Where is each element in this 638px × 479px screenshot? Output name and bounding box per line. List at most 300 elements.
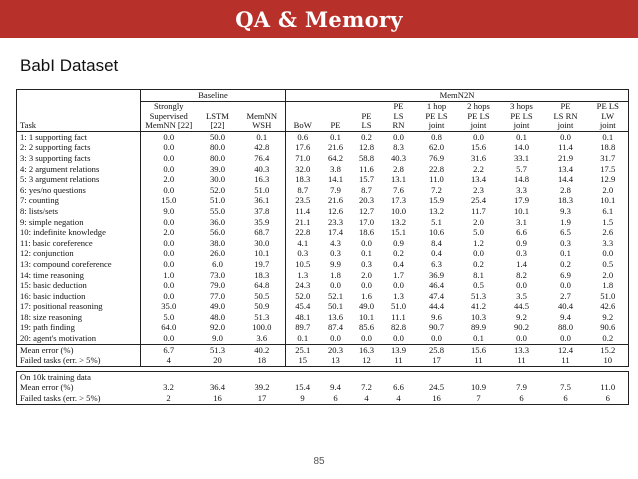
table-cell: 0.0	[163, 184, 175, 195]
table-cell: 7.5	[560, 382, 571, 393]
table-cell: 0.0	[163, 163, 175, 174]
table-cell: 3.2	[163, 382, 174, 393]
table-row	[17, 333, 629, 344]
table-cell: 51.3	[239, 312, 286, 323]
table-cell: 7.2	[361, 382, 372, 393]
row-label: 9: simple negation	[17, 217, 141, 228]
table-cell: 31.6	[470, 152, 487, 163]
table-cell: 21.1	[295, 216, 311, 227]
row-label: 1: 1 supporting fact	[17, 131, 141, 142]
table-cell: 5.0	[473, 227, 484, 238]
table-cell: 0.0	[163, 333, 175, 344]
table-cell: 51.0	[209, 195, 226, 206]
table-cell: 44.4	[428, 301, 445, 312]
table-row	[17, 393, 629, 404]
table-cell: 21.6	[327, 195, 344, 206]
table-cell: 0.0	[393, 280, 404, 291]
table-cell: 8.7	[361, 184, 372, 195]
row-label: 14: time reasoning	[17, 270, 141, 281]
table-cell: 0.2	[361, 131, 372, 142]
column-header-line: PE LS	[467, 110, 490, 121]
table-cell: 1.8	[588, 280, 629, 291]
table-cell: 92.0	[209, 322, 226, 333]
table-row	[17, 131, 629, 142]
table-cell: 46.4	[428, 280, 445, 291]
table-row	[17, 291, 629, 302]
table-cell: 1.3	[297, 269, 309, 280]
table-cell: 24.5	[428, 382, 445, 393]
tenk-section	[17, 371, 629, 404]
table-cell: 9.6	[431, 311, 442, 322]
table-cell: 6.3	[431, 258, 442, 269]
table-cell: 44.5	[513, 301, 530, 312]
table-cell: 13.2	[428, 205, 445, 216]
table-row	[17, 153, 629, 164]
table-cell: 18.6	[358, 227, 375, 238]
table-cell: 7.2	[431, 184, 442, 195]
table-cell: 18.3	[557, 195, 574, 206]
table-cell: 15.9	[428, 195, 445, 206]
table-cell: 0.4	[393, 258, 404, 269]
table-cell: 17.3	[390, 195, 407, 206]
table-cell: 0.0	[163, 290, 175, 301]
table-cell: 0.3	[297, 248, 309, 259]
table-cell: 90.7	[428, 322, 445, 333]
table-cell: 0.0	[163, 258, 175, 269]
table-cell: 0.0	[163, 237, 175, 248]
table-cell: 0.9	[393, 237, 404, 248]
table-cell: 50.5	[239, 291, 286, 302]
table-cell: 56.0	[209, 227, 226, 238]
table-cell: 12.4	[544, 344, 588, 355]
table-cell: 6	[500, 393, 544, 404]
table-cell: 11.0	[588, 382, 629, 393]
column-header-line: Task	[20, 120, 37, 131]
table-cell: 4.3	[330, 237, 341, 248]
table-cell: 12.6	[327, 205, 344, 216]
table-cell: 20	[197, 355, 239, 366]
table-cell: 39.0	[209, 163, 226, 174]
table-cell: 38.0	[209, 237, 226, 248]
table-cell: 0.1	[297, 333, 309, 344]
table-cell: 3.3	[588, 238, 629, 249]
table-cell: 10.9	[470, 382, 487, 393]
table-cell: 0.0	[163, 216, 175, 227]
table-cell: 8.3	[393, 142, 404, 153]
column-header-line: LS	[361, 120, 372, 131]
table-cell: 22.8	[428, 163, 445, 174]
table-cell: 76.9	[428, 152, 445, 163]
table-row	[17, 206, 629, 217]
column-header	[197, 102, 239, 132]
table-cell: 2	[141, 393, 197, 404]
table-cell: 0.0	[393, 131, 404, 142]
table-row	[17, 195, 629, 206]
summary-rows	[17, 344, 629, 366]
column-header-line: joint	[470, 120, 487, 131]
column-header	[286, 102, 320, 132]
group-header-row	[17, 90, 629, 102]
row-label: 8: lists/sets	[17, 206, 141, 217]
table-cell: 11	[382, 355, 416, 366]
column-header	[17, 102, 141, 132]
column-header-line: 1 hop	[426, 101, 447, 111]
table-row	[17, 164, 629, 175]
table-cell: 87.4	[327, 322, 344, 333]
table-cell: 3.1	[516, 216, 527, 227]
table-cell: 35.0	[161, 301, 177, 312]
table-cell: 1.8	[330, 269, 341, 280]
table-cell: 13.9	[382, 344, 416, 355]
table-row	[17, 259, 629, 270]
table-cell: 1.6	[361, 290, 372, 301]
table-cell: 0.0	[431, 333, 442, 344]
table-cell: 0.0	[560, 280, 571, 291]
tenk-header: On 10k training data	[17, 371, 629, 382]
table-cell: 30.0	[209, 174, 226, 185]
baseline-group-header: Baseline	[141, 90, 286, 102]
table-cell: 6	[544, 393, 588, 404]
table-cell: 15	[286, 355, 320, 366]
table-cell: 32.0	[295, 163, 311, 174]
table-cell: 51.0	[390, 301, 407, 312]
table-cell: 0.6	[297, 131, 309, 142]
table-cell: 0.9	[516, 237, 527, 248]
table-cell: 18.3	[295, 174, 311, 185]
column-header-line: PE LS	[596, 101, 619, 111]
table-cell: 16	[197, 393, 239, 404]
row-label: 2: 2 supporting facts	[17, 142, 141, 153]
column-header-line: LW	[601, 110, 615, 121]
table-cell: 0.0	[516, 280, 527, 291]
table-cell: 76.4	[239, 153, 286, 164]
table-cell: 3.6	[239, 333, 286, 344]
table-cell: 16.3	[352, 344, 382, 355]
column-header-line: PE	[361, 110, 372, 121]
table-cell: 64.0	[161, 322, 177, 333]
row-label: 11: basic coreference	[17, 238, 141, 249]
page-number: 85	[313, 456, 325, 467]
row-label: Mean error (%)	[17, 382, 141, 393]
table-cell: 0.0	[163, 280, 175, 291]
table-cell: 1.9	[560, 216, 571, 227]
column-header-line: MemNN [22]	[145, 120, 193, 131]
table-cell: 14.1	[327, 174, 344, 185]
table-cell: 0.0	[163, 131, 175, 142]
table-cell: 2.6	[588, 227, 629, 238]
table-cell: 17.5	[588, 164, 629, 175]
table-row	[17, 301, 629, 312]
table-cell: 41.2	[470, 301, 487, 312]
table-cell: 1.4	[516, 258, 527, 269]
table-cell: 7	[458, 393, 500, 404]
table-cell: 19.7	[239, 259, 286, 270]
table-cell: 80.0	[209, 142, 226, 153]
table-cell: 51.0	[588, 291, 629, 302]
table-cell: 0.2	[560, 258, 571, 269]
table-row	[17, 238, 629, 249]
table-cell: 51.0	[239, 185, 286, 196]
table-row	[17, 355, 629, 366]
table-cell: 11.1	[391, 311, 406, 322]
table-cell: 15.0	[161, 195, 177, 206]
column-header-line: Strongly	[153, 101, 184, 111]
table-cell: 18	[239, 355, 286, 366]
table-cell: 0.5	[473, 280, 484, 291]
table-cell: 13.3	[500, 344, 544, 355]
table-cell: 7.9	[516, 382, 527, 393]
table-cell: 10.1	[588, 195, 629, 206]
table-cell: 9.4	[330, 382, 341, 393]
table-cell: 100.0	[239, 322, 286, 333]
table-cell: 11.6	[359, 163, 374, 174]
table-cell: 10.0	[390, 205, 407, 216]
table-cell: 0.0	[361, 237, 372, 248]
table-cell: 0.1	[473, 333, 484, 344]
table-cell: 62.0	[428, 142, 445, 153]
row-label: 18: size reasoning	[17, 312, 141, 323]
column-header	[320, 102, 352, 132]
table-cell: 0.4	[431, 248, 442, 259]
table-cell: 13.1	[390, 174, 407, 185]
table-cell: 0.1	[516, 131, 527, 142]
table-cell: 4	[352, 393, 382, 404]
table-cell: 4	[141, 355, 197, 366]
table-cell: 3.8	[330, 163, 341, 174]
table-cell: 2.0	[361, 269, 372, 280]
table-cell: 10.1	[513, 205, 530, 216]
table-cell: 20.3	[358, 195, 375, 206]
table-row	[17, 217, 629, 228]
table-cell: 13.2	[390, 216, 407, 227]
table-cell: 42.8	[239, 142, 286, 153]
table-cell: 2.0	[163, 174, 175, 185]
table-cell: 14.4	[557, 174, 574, 185]
table-cell: 36.1	[239, 195, 286, 206]
table-cell: 0.2	[393, 248, 404, 259]
column-header	[352, 102, 382, 132]
row-label: 5: 3 argument relations	[17, 174, 141, 185]
table-cell: 25.4	[470, 195, 487, 206]
table-cell: 9.9	[330, 258, 341, 269]
table-cell: 26.0	[209, 248, 226, 259]
table-cell: 51.3	[197, 344, 239, 355]
row-label: 16: basic induction	[17, 291, 141, 302]
table-cell: 24.3	[295, 280, 311, 291]
table-cell: 0.0	[473, 131, 484, 142]
task-rows	[17, 131, 629, 344]
table-cell: 25.8	[416, 344, 458, 355]
table-cell: 0.1	[330, 131, 341, 142]
row-label: 10: indefinite knowledge	[17, 227, 141, 238]
title-banner	[0, 0, 638, 38]
table-cell: 64.8	[239, 280, 286, 291]
table-cell: 11.0	[429, 174, 444, 185]
table-cell: 11.7	[471, 205, 486, 216]
table-cell: 79.0	[209, 280, 226, 291]
table-cell: 6.6	[516, 227, 527, 238]
table-cell: 10.3	[470, 311, 487, 322]
table-cell: 52.1	[327, 290, 344, 301]
table-cell: 82.8	[390, 322, 407, 333]
table-cell: 0.3	[560, 237, 571, 248]
table-cell: 5.0	[163, 311, 175, 322]
table-cell: 2.8	[560, 184, 571, 195]
column-header	[544, 102, 588, 132]
table-row	[17, 322, 629, 333]
table-cell: 6.0	[212, 258, 223, 269]
table-cell: 0.3	[330, 248, 341, 259]
column-header	[458, 102, 500, 132]
column-header-line: joint	[557, 120, 574, 131]
table-cell: 14.0	[513, 142, 530, 153]
table-cell: 20.3	[320, 344, 352, 355]
table-cell: 80.0	[209, 152, 226, 163]
column-header-line: joint	[428, 120, 445, 131]
table-cell: 42.6	[588, 301, 629, 312]
table-cell: 11.4	[295, 205, 311, 216]
column-header-line: [22]	[210, 120, 225, 131]
table-row	[17, 248, 629, 259]
table-row	[17, 142, 629, 153]
table-cell: 12.9	[588, 174, 629, 185]
table-cell: 8.1	[473, 269, 484, 280]
table-cell: 0.0	[163, 142, 175, 153]
table-cell: 50.1	[327, 301, 344, 312]
row-label: 4: 2 argument relations	[17, 164, 141, 175]
table-cell: 17.0	[358, 216, 375, 227]
column-header-line: PE LS	[425, 110, 448, 121]
table-cell: 9	[286, 393, 320, 404]
table-cell: 7.6	[393, 184, 404, 195]
table-cell: 2.3	[473, 184, 484, 195]
table-row	[17, 382, 629, 393]
table-cell: 0.0	[330, 280, 341, 291]
table-cell: 50.0	[209, 131, 226, 142]
table-cell: 0.1	[560, 248, 571, 259]
table-cell: 37.8	[239, 206, 286, 217]
column-header-row	[17, 102, 629, 132]
table-cell: 6	[588, 393, 629, 404]
table-cell: 77.0	[209, 290, 226, 301]
table-cell: 2.8	[393, 163, 404, 174]
table-cell: 11	[544, 355, 588, 366]
table-cell: 1.0	[163, 269, 175, 280]
table-cell: 6.5	[560, 227, 571, 238]
table-cell: 2.0	[163, 227, 175, 238]
column-header-line: RN	[392, 120, 405, 131]
column-header-line: joint	[599, 120, 616, 131]
table-cell: 17	[239, 393, 286, 404]
row-label: 13: compound coreference	[17, 259, 141, 270]
table-cell: 21.9	[557, 152, 574, 163]
table-cell: 16	[416, 393, 458, 404]
table-cell: 17.6	[295, 142, 311, 153]
table-cell: 0.0	[560, 333, 571, 344]
table-cell: 17.4	[327, 227, 344, 238]
table-cell: 55.0	[209, 205, 226, 216]
table-cell: 9.0	[163, 205, 175, 216]
table-cell: 14.8	[513, 174, 530, 185]
table-cell: 8.7	[297, 184, 309, 195]
table-cell: 40.3	[239, 164, 286, 175]
table-cell: 9.4	[560, 311, 571, 322]
row-label: 17: positional reasoning	[17, 301, 141, 312]
table-cell: 9.0	[212, 333, 223, 344]
table-cell: 9.2	[516, 311, 527, 322]
table-cell: 6.6	[393, 382, 404, 393]
table-cell: 0.3	[361, 258, 372, 269]
table-cell: 18.8	[588, 142, 629, 153]
column-header-line: PE	[330, 120, 341, 131]
table-cell: 22.8	[295, 227, 311, 238]
table-cell: 15.1	[390, 227, 407, 238]
column-header-line: LSTM	[206, 110, 229, 121]
table-cell: 35.9	[239, 217, 286, 228]
table-cell: 8.4	[431, 237, 442, 248]
table-cell: 40.3	[390, 152, 407, 163]
table-cell: 58.8	[358, 152, 375, 163]
table-cell: 13.4	[470, 174, 487, 185]
table-cell: 15.7	[358, 174, 375, 185]
table-cell: 0.2	[588, 333, 629, 344]
table-cell: 39.2	[254, 382, 270, 393]
table-cell: 11	[458, 355, 500, 366]
table-cell: 3.5	[516, 290, 527, 301]
slide-title: QA & Memory	[235, 6, 403, 32]
table-cell: 1.2	[473, 237, 484, 248]
column-header	[239, 102, 286, 132]
table-cell: 0.0	[393, 333, 404, 344]
table-cell: 90.6	[588, 322, 629, 333]
table-cell: 0.2	[473, 258, 484, 269]
table-cell: 0.0	[163, 248, 175, 259]
table-cell: 5.7	[516, 163, 527, 174]
column-header-line: joint	[513, 120, 530, 131]
table-cell: 15.4	[294, 382, 311, 393]
row-label: 3: 3 supporting facts	[17, 153, 141, 164]
table-cell: 68.7	[239, 227, 286, 238]
table-cell: 6.1	[588, 206, 629, 217]
column-header-line: PE LS	[510, 110, 533, 121]
row-label: Mean error (%)	[17, 344, 141, 355]
table-cell: 4.1	[297, 237, 309, 248]
row-label: 6: yes/no questions	[17, 185, 141, 196]
table-cell: 90.2	[513, 322, 530, 333]
table-cell: 23.5	[295, 195, 311, 206]
table-cell: 6.7	[141, 344, 197, 355]
table-cell: 11.4	[558, 142, 573, 153]
table-cell: 23.3	[327, 216, 344, 227]
table-cell: 1.5	[588, 217, 629, 228]
table-cell: 71.0	[295, 152, 311, 163]
row-label: 15: basic deduction	[17, 280, 141, 291]
table-cell: 0.0	[163, 152, 175, 163]
table-cell: 10.1	[358, 311, 375, 322]
table-row	[17, 312, 629, 323]
table-cell: 0.0	[361, 280, 372, 291]
table-cell: 3.3	[516, 184, 527, 195]
table-cell: 10.6	[428, 227, 445, 238]
row-label: 12: conjunction	[17, 248, 141, 259]
column-header	[588, 102, 629, 132]
table-cell: 13.4	[557, 163, 574, 174]
table-cell: 10.1	[239, 248, 286, 259]
column-header-line: Supervised	[149, 110, 188, 121]
table-cell: 0.5	[588, 259, 629, 270]
table-cell: 15.6	[470, 142, 487, 153]
table-cell: 89.7	[295, 322, 311, 333]
